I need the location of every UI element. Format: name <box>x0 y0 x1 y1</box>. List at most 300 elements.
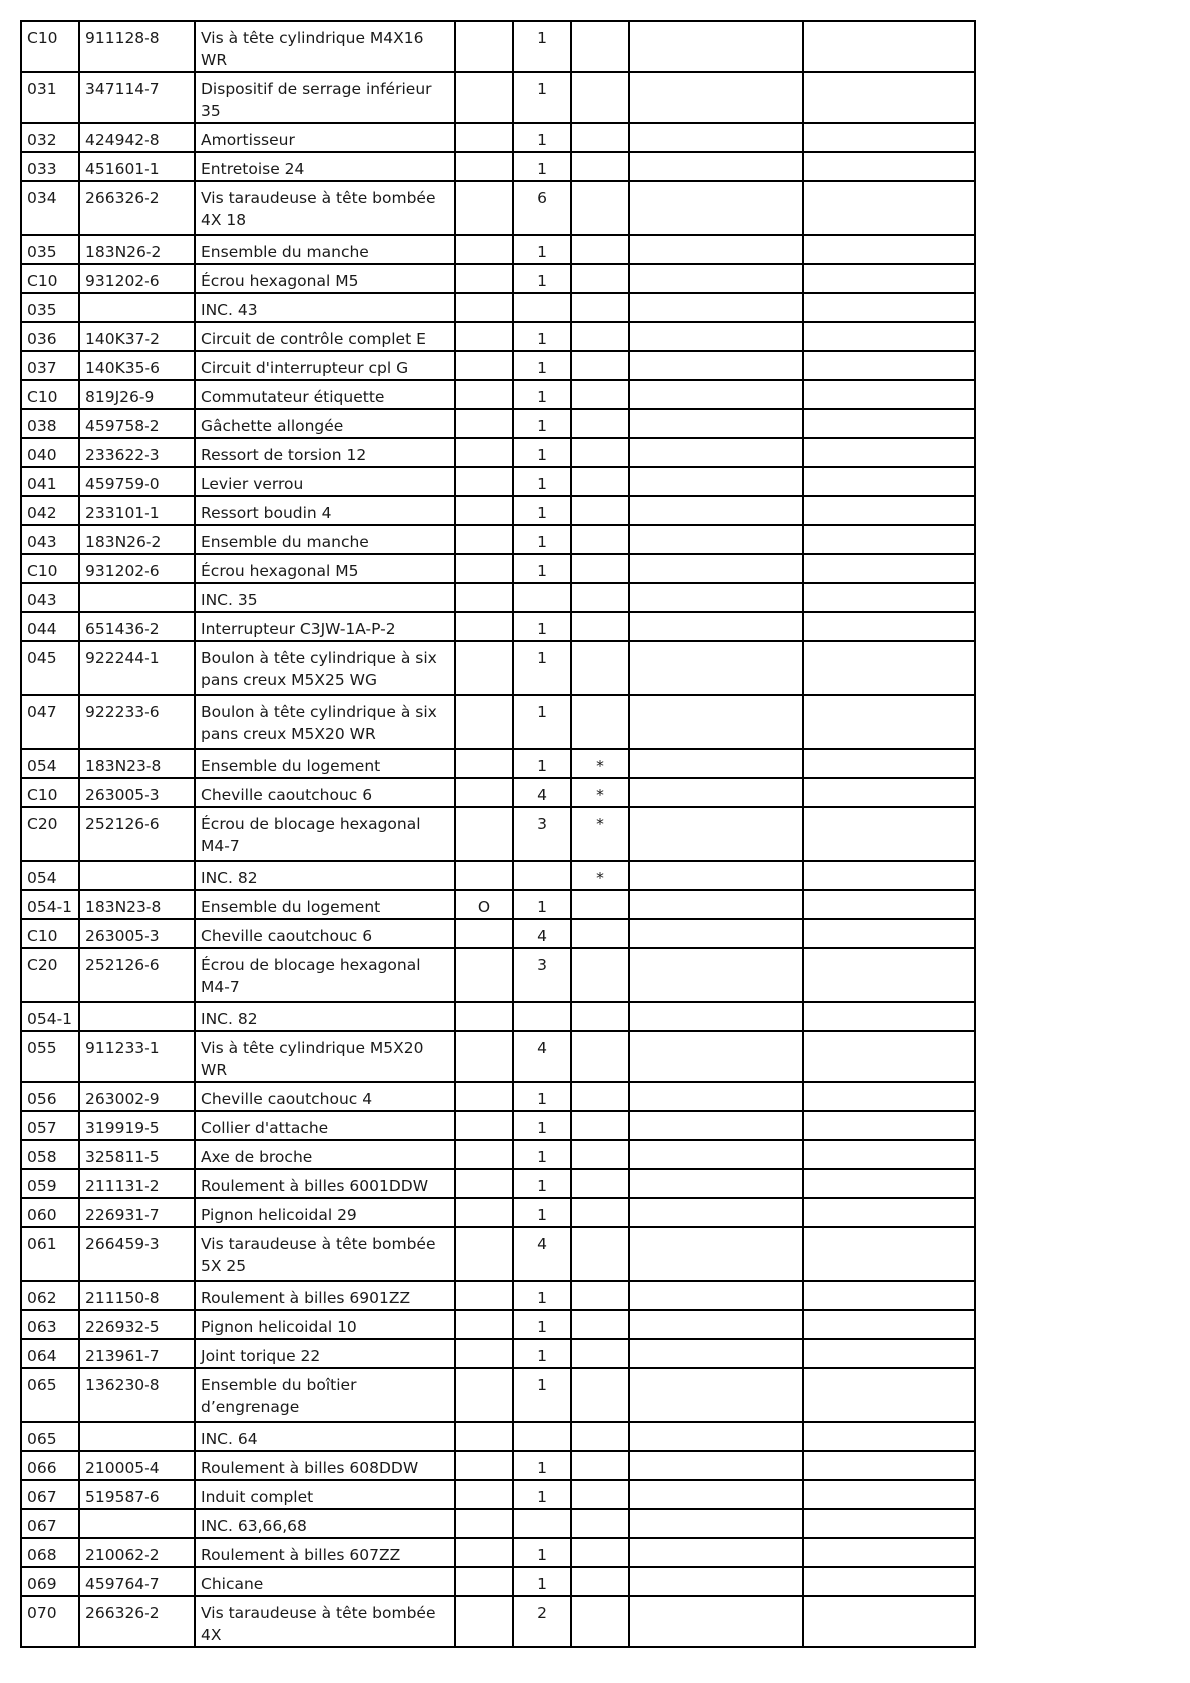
table-row <box>21 1002 975 1031</box>
note-cell <box>571 351 629 380</box>
quantity-cell <box>513 1422 571 1451</box>
description-cell: Boulon à tête cylindrique à six pans creux M5X20 WR <box>195 695 455 749</box>
empty-cell <box>629 1310 803 1339</box>
mark-cell <box>455 583 513 612</box>
description-cell: Vis à tête cylindrique M5X20 WR <box>195 1031 455 1082</box>
item-number-cell: 054 <box>21 861 79 890</box>
quantity-cell: 1 <box>513 1082 571 1111</box>
empty-cell <box>629 1198 803 1227</box>
table-row <box>21 525 975 554</box>
note-cell <box>571 264 629 293</box>
part-number-cell: 263005-3 <box>79 919 195 948</box>
item-number-cell: 063 <box>21 1310 79 1339</box>
table-row <box>21 695 975 749</box>
mark-cell <box>455 1596 513 1647</box>
empty-cell <box>629 554 803 583</box>
empty-cell <box>629 1140 803 1169</box>
item-number-cell: 034 <box>21 181 79 235</box>
note-cell <box>571 1111 629 1140</box>
empty-cell <box>803 695 975 749</box>
mark-cell <box>455 1509 513 1538</box>
description-cell: Chicane <box>195 1567 455 1596</box>
description-cell: Écrou hexagonal M5 <box>195 554 455 583</box>
empty-cell <box>803 21 975 72</box>
part-number-cell <box>79 1002 195 1031</box>
empty-cell <box>803 1451 975 1480</box>
item-number-cell: 031 <box>21 72 79 123</box>
part-number-cell: 459759-0 <box>79 467 195 496</box>
quantity-cell: 1 <box>513 1368 571 1422</box>
empty-cell <box>803 641 975 695</box>
mark-cell <box>455 264 513 293</box>
note-cell <box>571 919 629 948</box>
empty-cell <box>629 409 803 438</box>
parts-table <box>20 20 976 1648</box>
empty-cell <box>803 1596 975 1647</box>
mark-cell <box>455 1002 513 1031</box>
quantity-cell <box>513 293 571 322</box>
empty-cell <box>629 525 803 554</box>
mark-cell <box>455 72 513 123</box>
description-cell: Axe de broche <box>195 1140 455 1169</box>
empty-cell <box>803 123 975 152</box>
mark-cell <box>455 1140 513 1169</box>
empty-cell <box>803 1082 975 1111</box>
table-row <box>21 1310 975 1339</box>
empty-cell <box>629 235 803 264</box>
part-number-cell: 424942-8 <box>79 123 195 152</box>
table-row <box>21 72 975 123</box>
part-number-cell: 226932-5 <box>79 1310 195 1339</box>
description-cell: Roulement à billes 607ZZ <box>195 1538 455 1567</box>
note-cell <box>571 1422 629 1451</box>
note-cell <box>571 1538 629 1567</box>
quantity-cell: 4 <box>513 778 571 807</box>
description-cell: Pignon helicoidal 10 <box>195 1310 455 1339</box>
empty-cell <box>629 749 803 778</box>
empty-cell <box>629 641 803 695</box>
note-cell <box>571 1198 629 1227</box>
description-cell: Commutateur étiquette <box>195 380 455 409</box>
description-cell: Amortisseur <box>195 123 455 152</box>
note-cell <box>571 948 629 1002</box>
table-row <box>21 380 975 409</box>
part-number-cell: 233622-3 <box>79 438 195 467</box>
note-cell <box>571 72 629 123</box>
empty-cell <box>629 1451 803 1480</box>
item-number-cell: C20 <box>21 807 79 861</box>
table-row <box>21 554 975 583</box>
quantity-cell: 1 <box>513 438 571 467</box>
note-cell <box>571 612 629 641</box>
mark-cell <box>455 351 513 380</box>
note-cell <box>571 1451 629 1480</box>
mark-cell <box>455 438 513 467</box>
note-cell: * <box>571 861 629 890</box>
part-number-cell: 347114-7 <box>79 72 195 123</box>
quantity-cell: 1 <box>513 1140 571 1169</box>
table-row <box>21 496 975 525</box>
mark-cell <box>455 1227 513 1281</box>
empty-cell <box>803 293 975 322</box>
table-row <box>21 1082 975 1111</box>
description-cell: Circuit de contrôle complet E <box>195 322 455 351</box>
note-cell <box>571 152 629 181</box>
quantity-cell: 1 <box>513 1169 571 1198</box>
note-cell <box>571 496 629 525</box>
empty-cell <box>803 583 975 612</box>
mark-cell <box>455 554 513 583</box>
description-cell: Roulement à billes 6001DDW <box>195 1169 455 1198</box>
mark-cell <box>455 1169 513 1198</box>
empty-cell <box>629 1281 803 1310</box>
empty-cell <box>629 152 803 181</box>
part-number-cell: 183N23-8 <box>79 890 195 919</box>
quantity-cell: 1 <box>513 264 571 293</box>
description-cell: Vis taraudeuse à tête bombée 4X <box>195 1596 455 1647</box>
quantity-cell: 3 <box>513 807 571 861</box>
table-row <box>21 1480 975 1509</box>
mark-cell <box>455 293 513 322</box>
item-number-cell: 068 <box>21 1538 79 1567</box>
description-cell: Boulon à tête cylindrique à six pans creux M5X25 WG <box>195 641 455 695</box>
note-cell <box>571 1509 629 1538</box>
table-row <box>21 948 975 1002</box>
empty-cell <box>629 293 803 322</box>
table-row <box>21 264 975 293</box>
description-cell: Ensemble du boîtier d’engrenage <box>195 1368 455 1422</box>
part-number-cell: 183N23-8 <box>79 749 195 778</box>
table-row <box>21 351 975 380</box>
item-number-cell: 056 <box>21 1082 79 1111</box>
note-cell: * <box>571 749 629 778</box>
note-cell <box>571 380 629 409</box>
note-cell <box>571 467 629 496</box>
part-number-cell: 911233-1 <box>79 1031 195 1082</box>
part-number-cell: 922244-1 <box>79 641 195 695</box>
description-cell: INC. 63,66,68 <box>195 1509 455 1538</box>
item-number-cell: 058 <box>21 1140 79 1169</box>
empty-cell <box>803 235 975 264</box>
mark-cell <box>455 695 513 749</box>
part-number-cell: 319919-5 <box>79 1111 195 1140</box>
quantity-cell: 1 <box>513 890 571 919</box>
item-number-cell: 036 <box>21 322 79 351</box>
empty-cell <box>629 351 803 380</box>
table-row <box>21 1111 975 1140</box>
item-number-cell: 054-1 <box>21 1002 79 1031</box>
table-row <box>21 21 975 72</box>
table-row <box>21 1422 975 1451</box>
table-row <box>21 861 975 890</box>
part-number-cell: 140K37-2 <box>79 322 195 351</box>
description-cell: INC. 82 <box>195 1002 455 1031</box>
table-row <box>21 778 975 807</box>
part-number-cell: 266459-3 <box>79 1227 195 1281</box>
description-cell: Ensemble du manche <box>195 235 455 264</box>
mark-cell <box>455 152 513 181</box>
note-cell <box>571 1480 629 1509</box>
item-number-cell: 041 <box>21 467 79 496</box>
parts-table-body <box>21 21 975 1647</box>
description-cell: Vis taraudeuse à tête bombée 5X 25 <box>195 1227 455 1281</box>
empty-cell <box>629 1169 803 1198</box>
item-number-cell: 054 <box>21 749 79 778</box>
empty-cell <box>803 496 975 525</box>
item-number-cell: C10 <box>21 380 79 409</box>
empty-cell <box>803 1422 975 1451</box>
empty-cell <box>803 380 975 409</box>
quantity-cell: 1 <box>513 496 571 525</box>
empty-cell <box>629 919 803 948</box>
part-number-cell: 252126-6 <box>79 807 195 861</box>
quantity-cell: 1 <box>513 21 571 72</box>
part-number-cell: 136230-8 <box>79 1368 195 1422</box>
mark-cell: O <box>455 890 513 919</box>
part-number-cell: 226931-7 <box>79 1198 195 1227</box>
table-row <box>21 583 975 612</box>
note-cell <box>571 1310 629 1339</box>
description-cell: INC. 35 <box>195 583 455 612</box>
empty-cell <box>803 778 975 807</box>
table-row <box>21 1451 975 1480</box>
quantity-cell: 1 <box>513 1339 571 1368</box>
note-cell <box>571 583 629 612</box>
table-row <box>21 1281 975 1310</box>
item-number-cell: 044 <box>21 612 79 641</box>
item-number-cell: 065 <box>21 1368 79 1422</box>
note-cell <box>571 235 629 264</box>
item-number-cell: C20 <box>21 948 79 1002</box>
mark-cell <box>455 1198 513 1227</box>
table-row <box>21 919 975 948</box>
empty-cell <box>629 1480 803 1509</box>
note-cell <box>571 1002 629 1031</box>
quantity-cell: 1 <box>513 525 571 554</box>
empty-cell <box>629 1082 803 1111</box>
empty-cell <box>803 612 975 641</box>
item-number-cell: 060 <box>21 1198 79 1227</box>
quantity-cell: 1 <box>513 641 571 695</box>
quantity-cell: 1 <box>513 351 571 380</box>
empty-cell <box>803 1567 975 1596</box>
note-cell <box>571 1031 629 1082</box>
quantity-cell: 1 <box>513 467 571 496</box>
part-number-cell: 213961-7 <box>79 1339 195 1368</box>
description-cell: Pignon helicoidal 29 <box>195 1198 455 1227</box>
mark-cell <box>455 496 513 525</box>
empty-cell <box>629 72 803 123</box>
part-number-cell: 263005-3 <box>79 778 195 807</box>
empty-cell <box>803 1031 975 1082</box>
empty-cell <box>803 72 975 123</box>
description-cell: Ensemble du logement <box>195 749 455 778</box>
empty-cell <box>629 1509 803 1538</box>
empty-cell <box>803 1198 975 1227</box>
note-cell <box>571 1339 629 1368</box>
table-row <box>21 1368 975 1422</box>
empty-cell <box>803 749 975 778</box>
description-cell: Interrupteur C3JW-1A-P-2 <box>195 612 455 641</box>
empty-cell <box>803 264 975 293</box>
mark-cell <box>455 322 513 351</box>
item-number-cell: 061 <box>21 1227 79 1281</box>
note-cell <box>571 181 629 235</box>
table-row <box>21 749 975 778</box>
table-row <box>21 1140 975 1169</box>
item-number-cell: 067 <box>21 1509 79 1538</box>
mark-cell <box>455 1082 513 1111</box>
quantity-cell <box>513 861 571 890</box>
description-cell: Cheville caoutchouc 6 <box>195 919 455 948</box>
description-cell: Ensemble du logement <box>195 890 455 919</box>
item-number-cell: 042 <box>21 496 79 525</box>
item-number-cell: 035 <box>21 293 79 322</box>
mark-cell <box>455 21 513 72</box>
item-number-cell: C10 <box>21 554 79 583</box>
quantity-cell: 1 <box>513 409 571 438</box>
quantity-cell: 3 <box>513 948 571 1002</box>
item-number-cell: 047 <box>21 695 79 749</box>
description-cell: Roulement à billes 6901ZZ <box>195 1281 455 1310</box>
item-number-cell: 070 <box>21 1596 79 1647</box>
mark-cell <box>455 467 513 496</box>
table-row <box>21 152 975 181</box>
note-cell <box>571 1169 629 1198</box>
part-number-cell: 140K35-6 <box>79 351 195 380</box>
table-row <box>21 1596 975 1647</box>
mark-cell <box>455 235 513 264</box>
empty-cell <box>629 583 803 612</box>
description-cell: Écrou hexagonal M5 <box>195 264 455 293</box>
quantity-cell: 1 <box>513 1281 571 1310</box>
empty-cell <box>803 1538 975 1567</box>
quantity-cell: 1 <box>513 554 571 583</box>
empty-cell <box>803 554 975 583</box>
empty-cell <box>629 438 803 467</box>
quantity-cell: 1 <box>513 235 571 264</box>
empty-cell <box>803 152 975 181</box>
quantity-cell: 1 <box>513 749 571 778</box>
quantity-cell <box>513 1002 571 1031</box>
part-number-cell: 211150-8 <box>79 1281 195 1310</box>
part-number-cell <box>79 293 195 322</box>
note-cell <box>571 1596 629 1647</box>
description-cell: INC. 43 <box>195 293 455 322</box>
empty-cell <box>629 123 803 152</box>
empty-cell <box>803 1140 975 1169</box>
empty-cell <box>803 409 975 438</box>
note-cell <box>571 554 629 583</box>
empty-cell <box>629 21 803 72</box>
part-number-cell <box>79 1422 195 1451</box>
empty-cell <box>629 380 803 409</box>
empty-cell <box>803 861 975 890</box>
note-cell <box>571 1281 629 1310</box>
empty-cell <box>629 1368 803 1422</box>
empty-cell <box>629 948 803 1002</box>
part-number-cell: 183N26-2 <box>79 235 195 264</box>
quantity-cell: 1 <box>513 1111 571 1140</box>
description-cell: INC. 82 <box>195 861 455 890</box>
empty-cell <box>803 351 975 380</box>
empty-cell <box>629 1227 803 1281</box>
part-number-cell: 931202-6 <box>79 554 195 583</box>
table-row <box>21 807 975 861</box>
description-cell: Joint torique 22 <box>195 1339 455 1368</box>
part-number-cell: 210005-4 <box>79 1451 195 1480</box>
item-number-cell: 057 <box>21 1111 79 1140</box>
quantity-cell: 4 <box>513 919 571 948</box>
item-number-cell: C10 <box>21 919 79 948</box>
item-number-cell: 038 <box>21 409 79 438</box>
part-number-cell: 325811-5 <box>79 1140 195 1169</box>
quantity-cell: 1 <box>513 695 571 749</box>
item-number-cell: 037 <box>21 351 79 380</box>
empty-cell <box>803 438 975 467</box>
quantity-cell: 1 <box>513 1198 571 1227</box>
part-number-cell: 922233-6 <box>79 695 195 749</box>
part-number-cell <box>79 583 195 612</box>
part-number-cell: 931202-6 <box>79 264 195 293</box>
quantity-cell: 1 <box>513 152 571 181</box>
quantity-cell: 4 <box>513 1031 571 1082</box>
note-cell <box>571 890 629 919</box>
empty-cell <box>629 890 803 919</box>
mark-cell <box>455 1368 513 1422</box>
part-number-cell: 210062-2 <box>79 1538 195 1567</box>
empty-cell <box>629 612 803 641</box>
note-cell <box>571 525 629 554</box>
empty-cell <box>803 1111 975 1140</box>
description-cell: Vis taraudeuse à tête bombée 4X 18 <box>195 181 455 235</box>
empty-cell <box>803 1480 975 1509</box>
empty-cell <box>803 919 975 948</box>
table-row <box>21 1031 975 1082</box>
part-number-cell: 183N26-2 <box>79 525 195 554</box>
empty-cell <box>803 1509 975 1538</box>
part-number-cell <box>79 861 195 890</box>
mark-cell <box>455 948 513 1002</box>
empty-cell <box>803 1339 975 1368</box>
mark-cell <box>455 1480 513 1509</box>
empty-cell <box>629 1538 803 1567</box>
empty-cell <box>803 467 975 496</box>
quantity-cell: 1 <box>513 612 571 641</box>
description-cell: Cheville caoutchouc 6 <box>195 778 455 807</box>
description-cell: Cheville caoutchouc 4 <box>195 1082 455 1111</box>
note-cell <box>571 438 629 467</box>
quantity-cell: 1 <box>513 1451 571 1480</box>
table-row <box>21 1509 975 1538</box>
empty-cell <box>629 1422 803 1451</box>
note-cell <box>571 1082 629 1111</box>
part-number-cell: 211131-2 <box>79 1169 195 1198</box>
mark-cell <box>455 409 513 438</box>
item-number-cell: 066 <box>21 1451 79 1480</box>
description-cell: Ensemble du manche <box>195 525 455 554</box>
note-cell <box>571 123 629 152</box>
table-row <box>21 612 975 641</box>
item-number-cell: C10 <box>21 21 79 72</box>
mark-cell <box>455 1538 513 1567</box>
part-number-cell: 266326-2 <box>79 1596 195 1647</box>
mark-cell <box>455 1031 513 1082</box>
part-number-cell: 459764-7 <box>79 1567 195 1596</box>
mark-cell <box>455 1111 513 1140</box>
table-row <box>21 1567 975 1596</box>
mark-cell <box>455 123 513 152</box>
